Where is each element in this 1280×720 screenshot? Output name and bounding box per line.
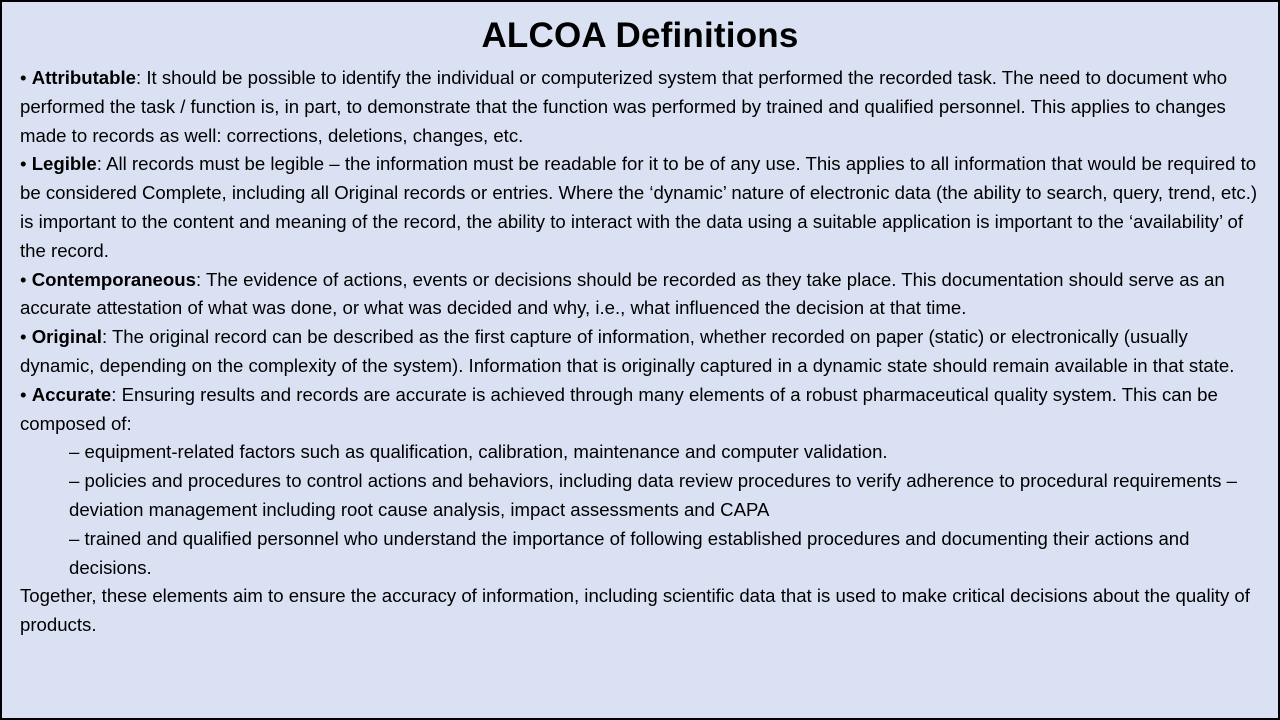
term-legible: Legible	[31, 153, 97, 175]
definition-text: : It should be possible to identify the individual or computerized system that performed the recorded task. The need to document who performed the task / function is, in part, to demonstrate that the function was performed by trained and qualified personnel. This applies to changes made to records as well: corrections, deletions, changes, etc.	[20, 67, 1228, 146]
definition-text: : All records must be legible – the information must be readable for it to be of any use. This applies to all information that would be required to be considered Complete, including all Original records or entries. Where the ‘dynamic’ nature of electronic data (the ability to search, query, trend, etc.) is important to the content and meaning of the record, the ability to interact with the data using a suitable application is important to the ‘availability’ of the record.	[20, 153, 1258, 261]
term-original: Original	[31, 326, 102, 348]
definition-text: : Ensuring results and records are accurate is achieved through many elements of a robust pharmaceutical quality system. This can be composed of:	[20, 383, 1218, 434]
bullet: •	[20, 268, 27, 290]
definition-legible	[20, 150, 1265, 265]
sub-item-equipment: – equipment-related factors such as qualification, calibration, maintenance and computer validation.	[69, 441, 888, 463]
bullet: •	[20, 383, 27, 405]
definition-accurate	[20, 381, 1265, 439]
bullet: •	[20, 67, 27, 88]
page-title: ALCOA Definitions	[481, 16, 799, 55]
term-contemporaneous: Contemporaneous	[31, 268, 196, 290]
sub-item-policies: – policies and procedures to control actions and behaviors, including data review procedures to verify adherence to procedural requirements – deviation management including root cause analysis, impact assessments and CAPA	[69, 470, 1237, 520]
definition-original	[20, 323, 1265, 381]
definition-text: : The evidence of actions, events or decisions should be recorded as they take place. This documentation should serve as an accurate attestation of what was done, or what was decided and why, i.e., what influenced the decision at that time.	[20, 268, 1225, 319]
sub-item-personnel: – trained and qualified personnel who understand the importance of following established procedures and documenting their actions and decisions.	[69, 527, 1190, 578]
term-attributable: Attributable	[31, 67, 137, 88]
definition-text: : The original record can be described as the first capture of information, whether recorded on paper (static) or electronically (usually dynamic, depending on the complexity of the system). Information that is originally captured in a dynamic state should remain available in that state.	[20, 326, 1235, 376]
definition-attributable	[20, 64, 1265, 150]
term-accurate: Accurate	[31, 383, 112, 405]
bullet: •	[20, 326, 27, 348]
definitions-body	[20, 64, 1265, 640]
bullet: •	[20, 153, 27, 175]
conclusion-text: Together, these elements aim to ensure the accuracy of information, including scientific data that is used to make critical decisions about the quality of products.	[20, 585, 1250, 636]
definition-contemporaneous	[20, 266, 1265, 324]
